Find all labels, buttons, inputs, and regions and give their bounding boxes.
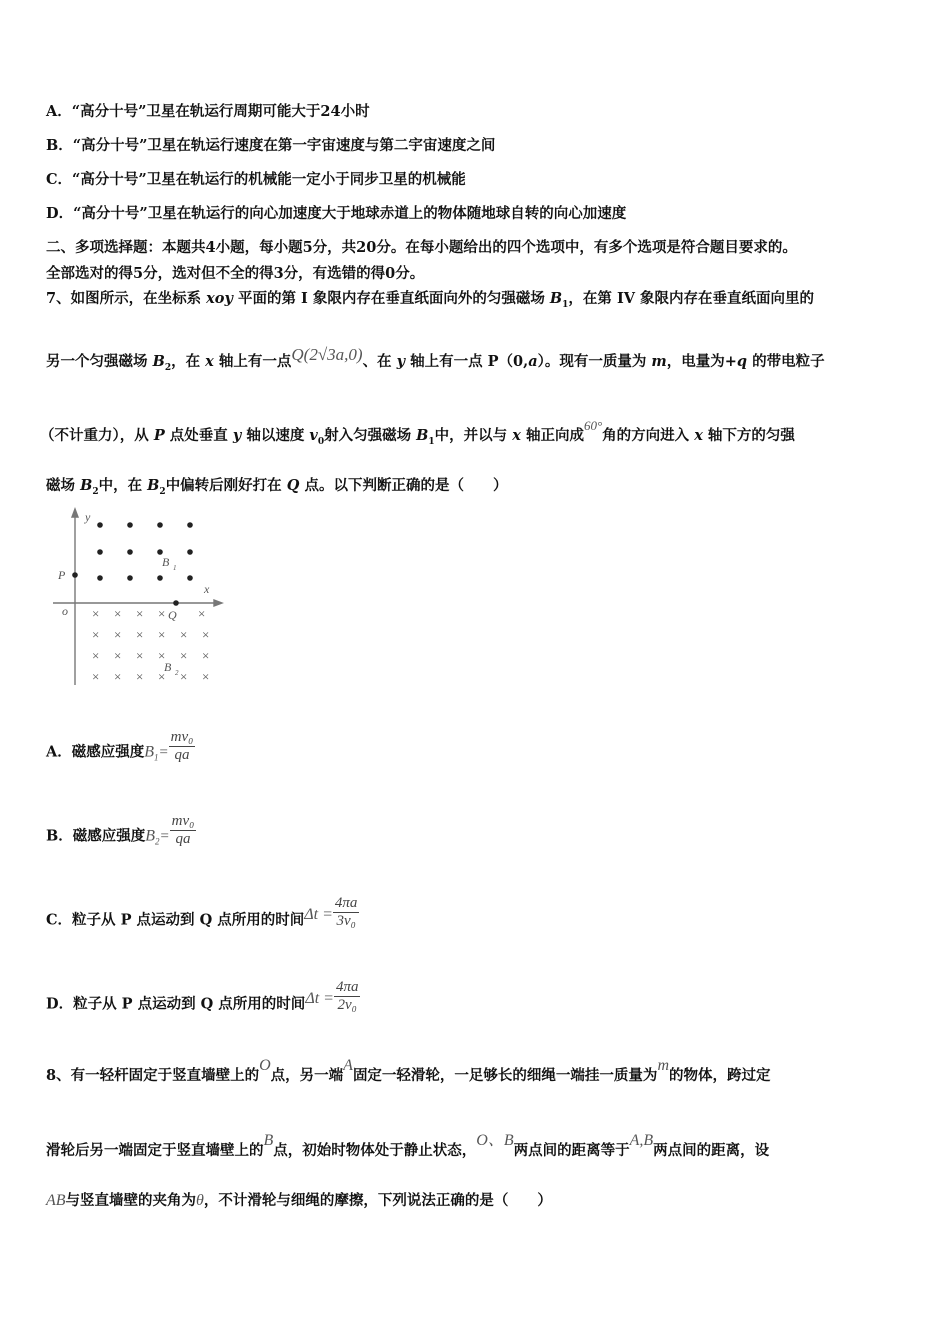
q8-line2: 滑轮后另一端固定于竖直墙壁上的B点，初始时物体处于静止状态，O、B两点间的距离等于A,B两点间的距离，设 — [46, 1132, 770, 1159]
svg-text:×: × — [158, 648, 166, 663]
svg-text:×: × — [198, 606, 206, 621]
q8-line3: AB与竖直墙壁的夹角为θ，不计滑轮与细绳的摩擦，下列说法正确的是（ ） — [46, 1192, 552, 1209]
q6-option-d: D．“高分十号”卫星在轨运行的向心加速度大于地球赤道上的物体随地球自转的向心加速度 — [46, 205, 627, 222]
svg-text:×: × — [92, 627, 100, 642]
svg-text:×: × — [158, 606, 166, 621]
section2-line1: 二、多项选择题：本题共4小题，每小题5分，共20分。在每小题给出的四个选项中，有多个选项是符合题目要求的。 — [46, 239, 797, 256]
angle-60: 60° — [583, 418, 603, 433]
q7-option-c: C．粒子从 P 点运动到 Q 点所用的时间Δt = $\frac{4\pi a}{\text{3v₀}}$ — [46, 895, 358, 929]
point-q-formula: Q(2√3a,0) — [291, 345, 363, 364]
field-b2-crosses — [92, 606, 209, 684]
svg-text:×: × — [180, 627, 188, 642]
svg-text:×: × — [114, 669, 122, 684]
origin-label: o — [62, 604, 68, 618]
y-label: y — [85, 510, 91, 524]
p-label: P — [58, 568, 66, 582]
q7-option-d: D．粒子从 P 点运动到 Q 点所用的时间Δt = $\frac{4\pi a}{\text{2v₀}}$ — [46, 979, 359, 1013]
q7-line2: 另一个匀强磁场 $B_2$，在 x 轴上有一点Q(2√3a,0)、在 y 轴上有一点 P（0,a）。现有一质量为 m，电量为+q 的带电粒子 — [46, 345, 825, 373]
q7-line1: 7、如图所示，在坐标系 xoy 平面的第 I 象限内存在垂直纸面向外的匀强磁场 $B_1$，在第 IV 象限内存在垂直纸面向里的 — [46, 290, 815, 310]
svg-text:×: × — [180, 648, 188, 663]
svg-text:×: × — [136, 648, 144, 663]
magnetic-field-figure — [48, 505, 228, 690]
b2-label: B — [164, 660, 172, 674]
q-label: Q — [168, 608, 177, 622]
b2-subscript: 2 — [175, 669, 179, 677]
svg-text:×: × — [180, 669, 188, 684]
y-axis-arrow — [72, 509, 78, 517]
q7-option-a: A．磁感应强度$B_1=$ $\frac{\text{mv₀}}{qa}$ — [46, 729, 194, 763]
svg-text:×: × — [136, 627, 144, 642]
q7-option-b: B．磁感应强度$B_2=$ $\frac{\text{mv₀}}{qa}$ — [46, 813, 195, 847]
q6-option-a: A．“高分十号”卫星在轨运行周期可能大于24小时 — [46, 103, 370, 120]
svg-text:×: × — [202, 627, 210, 642]
q8-line1: 8、有一轻杆固定于竖直墙壁上的O点，另一端A固定一轻滑轮，一足够长的细绳一端挂一质量为m的物体，跨过定 — [46, 1057, 771, 1084]
section2-line2: 全部选对的得5分，选对但不全的得3分，有选错的得0分。 — [46, 265, 425, 282]
x-axis-arrow — [214, 600, 222, 606]
svg-text:×: × — [92, 669, 100, 684]
svg-text:×: × — [92, 648, 100, 663]
svg-text:×: × — [158, 627, 166, 642]
svg-text:×: × — [202, 648, 210, 663]
q6-option-b: B．“高分十号”卫星在轨运行速度在第一宇宙速度与第二宇宙速度之间 — [46, 137, 496, 154]
svg-text:×: × — [114, 606, 122, 621]
svg-text:×: × — [136, 669, 144, 684]
q7-line4: 磁场 $B_2$中，在 $B_2$中偏转后刚好打在 Q 点。以下判断正确的是（ ） — [46, 477, 508, 497]
svg-text:×: × — [114, 648, 122, 663]
svg-text:×: × — [92, 606, 100, 621]
q7-line3: （不计重力），从 P 点处垂直 y 轴以速度 $v_0$射入匀强磁场 $B_1$中，并以与 x 轴正向成60°角的方向进入 x 轴下方的匀强 — [40, 418, 795, 447]
q6-option-c: C．“高分十号”卫星在轨运行的机械能一定小于同步卫星的机械能 — [46, 171, 466, 188]
b1-label: B — [162, 555, 170, 569]
point-p — [72, 572, 78, 578]
svg-text:×: × — [158, 669, 166, 684]
point-q — [173, 600, 179, 606]
svg-text:×: × — [114, 627, 122, 642]
svg-text:×: × — [136, 606, 144, 621]
b1-subscript: 1 — [173, 564, 177, 572]
x-label: x — [204, 582, 210, 596]
svg-text:×: × — [202, 669, 210, 684]
